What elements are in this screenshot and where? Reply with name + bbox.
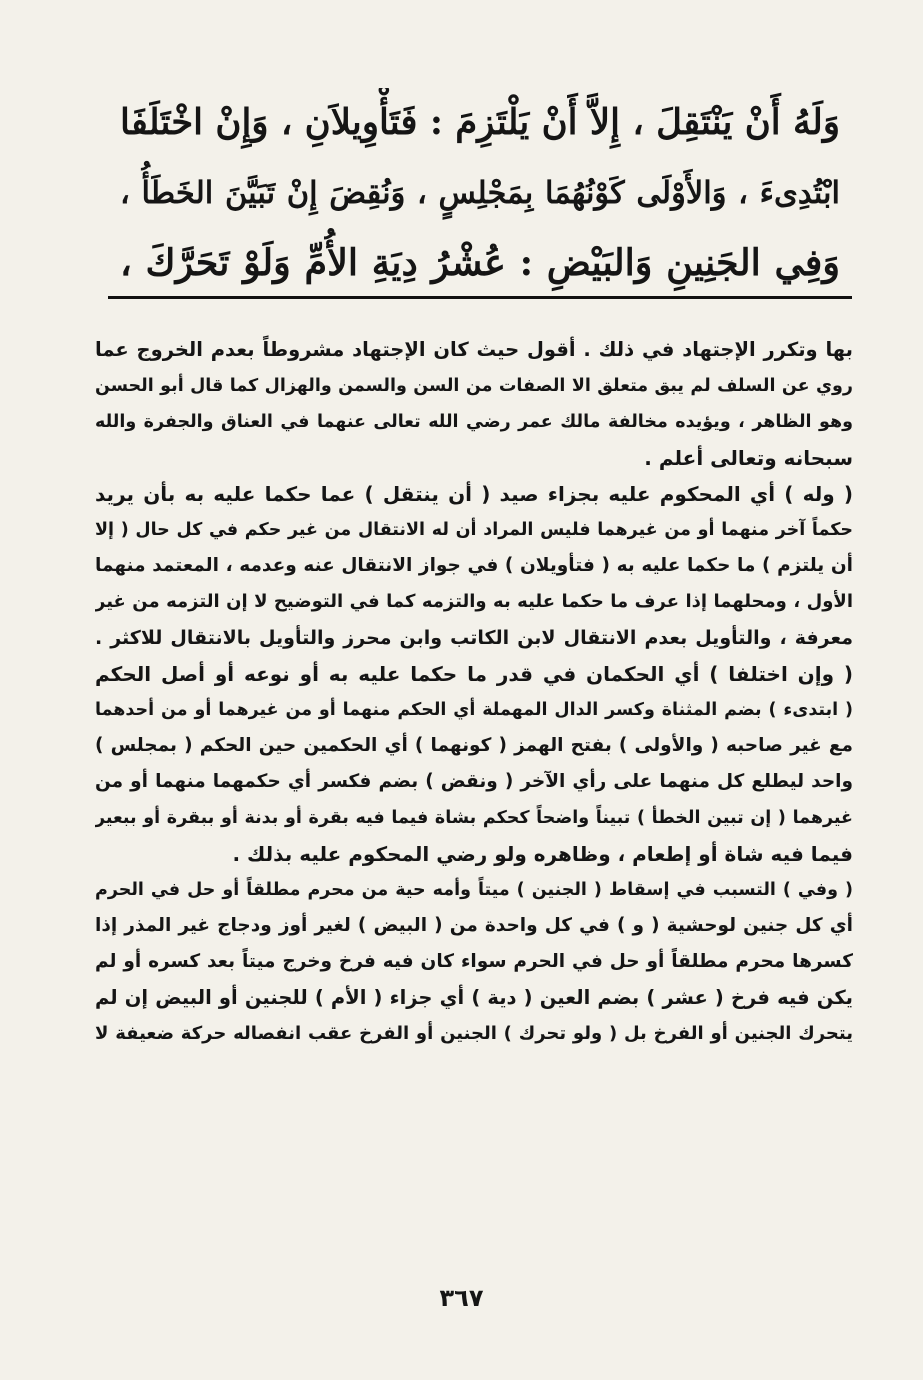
commentary-line: واحد ليطلع كل منهما على رأي الآخر ( ونقض ) بضم فكسر أي حكمهما منهما أو من (95, 771, 853, 792)
commentary-line: أي كل جنين لوحشية ( و ) في كل واحدة من ( البيض ) لغير أوز ودجاج غير المذر إذا (95, 915, 853, 936)
commentary-line: يتحرك الجنين أو الفرخ بل ( ولو تحرك ) الجنين أو الفرخ عقب انفصاله حركة ضعيفة لا (95, 1023, 853, 1044)
matn-line-1: وَلَهُ أَنْ يَنْتَقِلَ ، إِلاَّ أَنْ يَلْتَزِمَ : فَتَأْوِيلاَنِ ، وَإِنْ اخْتَلَفَا (120, 102, 840, 143)
commentary-line: بها وتكرر الإجتهاد في ذلك . أقول حيث كان الإجتهاد مشروطاً بعدم الخروج عما (95, 338, 853, 361)
separator-rule (108, 296, 852, 299)
commentary-line: ( وإن اختلفا ) أي الحكمان في قدر ما حكما عليه به أو نوعه أو أصل الحكم (95, 662, 853, 686)
commentary-line: أن يلتزم ) ما حكما عليه به ( فتأويلان ) في جواز الانتقال عنه وعدمه ، المعتمد منهما (95, 555, 853, 576)
matn-line-3: وَفِي الجَنِينِ وَالبَيْضِ : عُشْرُ دِيَةِ الأُمِّ وَلَوْ تَحَرَّكَ ، (120, 241, 840, 284)
commentary-line: معرفة ، والتأويل بعدم الانتقال لابن الكاتب وابن محرز والتأويل بالانتقال للاكثر . (95, 627, 853, 649)
page-number: ٣٦٧ (439, 1284, 484, 1312)
commentary-line: سبحانه وتعالى أعلم . (644, 446, 853, 470)
commentary-line: مع غير صاحبه ( والأولى ) بفتح الهمز ( كونهما ) أي الحكمين حين الحكم ( بمجلس ) (95, 735, 853, 756)
commentary-line: روي عن السلف لم يبق متعلق الا الصفات من السن والسمن والهزال كما قال أبو الحسن (95, 376, 853, 396)
commentary-line: وهو الظاهر ، ويؤيده مخالفة مالك عمر رضي الله تعالى عنهما في العناق والجفرة والله (95, 412, 853, 432)
commentary-line: يكن فيه فرخ ( عشر ) بضم العين ( دية ) أي جزاء ( الأم ) للجنين أو البيض إن لم (95, 986, 853, 1009)
matn-line-2: ابْتُدِىءَ ، وَالأَوْلَى كَوْنُهُمَا بِمَجْلِسٍ ، وَنُقِضَ إِنْ تَبَيَّنَ الخَطَأُ ، (120, 175, 840, 211)
commentary-line: الأول ، ومحلهما إذا عرف ما حكما عليه به والتزمه كما في التوضيح لا إن التزمه من غير (95, 591, 853, 612)
matn-text (120, 88, 840, 298)
commentary-line: غيرهما ( إن تبين الخطأ ) تبيناً واضحاً كحكم بشاة فيما فيه بقرة أو بدنة أو ببقرة أو ببعير (95, 808, 853, 828)
commentary-line: ( وفي ) التسبب في إسقاط ( الجنين ) ميتاً وأمه حية من محرم مطلقاً أو حل في الحرم (95, 880, 853, 900)
commentary-line: كسرها محرم مطلقاً أو حل في الحرم سواء كان فيه فرخ وخرج ميتاً بعد كسره أو لم (95, 951, 853, 972)
commentary-line: ( ابتدىء ) بضم المثناة وكسر الدال المهملة أي الحكم منهما أو من غيرهما أو من أحدهما (95, 700, 853, 720)
commentary-text (95, 332, 853, 1052)
commentary-line: حكماً آخر منهما أو من غيرهما فليس المراد أن له الانتقال من غير حكم في كل حال ( إلا (95, 520, 853, 540)
commentary-line: ( وله ) أي المحكوم عليه بجزاء صيد ( أن ينتقل ) عما حكما عليه به بأن يريد (95, 482, 853, 506)
commentary-line: فيما فيه شاة أو إطعام ، وظاهره ولو رضي المحكوم عليه بذلك . (232, 842, 853, 866)
